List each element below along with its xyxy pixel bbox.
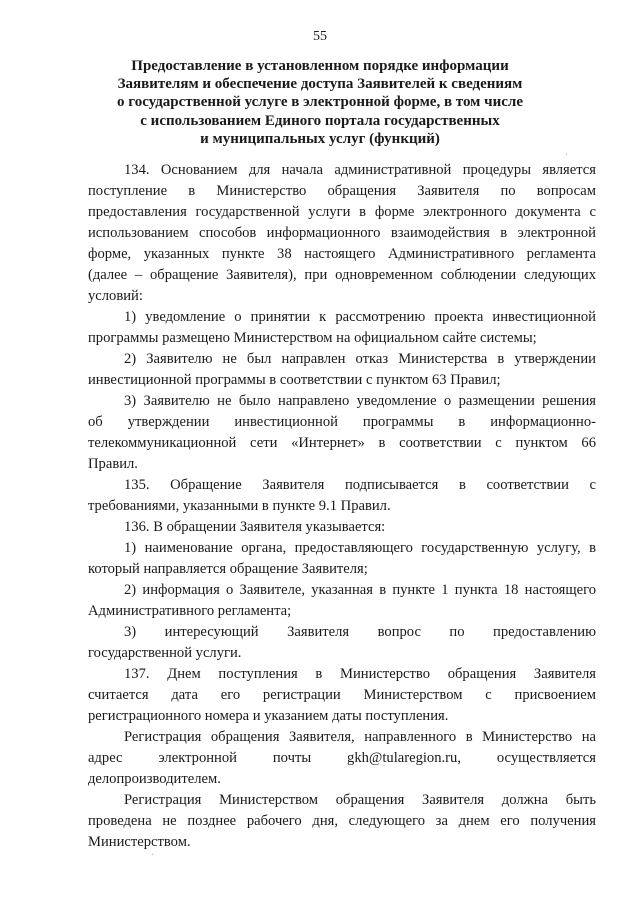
text-line: программы размещено Министерством на официальном сайте системы; [88, 330, 537, 346]
text-line: Регистрация Министерством обращения Заявителя должна быть [124, 792, 596, 808]
document-body [88, 160, 596, 853]
section-heading [80, 57, 560, 148]
text-line: использованием способов информационного взаимодействия в электронной [88, 225, 596, 241]
text-line: (далее – обращение Заявителя), при одновременном соблюдении следующих [88, 267, 596, 283]
text-line: который направляется обращение Заявителя; [88, 561, 368, 577]
text-line: телекоммуникационной сети «Интернет» в соответствии с пунктом 66 [88, 435, 596, 451]
text-line: 134. Основанием для начала административной процедуры является [124, 162, 596, 178]
text-line: считается дата его регистрации Министерством с присвоением [88, 687, 596, 703]
text-line: 3) интересующий Заявителя вопрос по предоставлению [124, 624, 596, 640]
text-line: условий: [88, 288, 143, 304]
scan-speck: ' [566, 152, 568, 161]
text-line: Регистрация обращения Заявителя, направленного в Министерство на [124, 729, 596, 745]
text-line: требованиями, указанными в пункте 9.1 Правил. [88, 498, 391, 514]
text-line: форме, указанных пункте 38 настоящего Административного регламента [88, 246, 596, 262]
text-line: 2) Заявителю не был направлен отказ Министерства в утверждении [124, 351, 596, 367]
text-line: адрес электронной почты gkh@tularegion.ru, осуществляется [88, 750, 596, 766]
text-line: Министерством. [88, 834, 191, 850]
text-line: 1) наименование органа, предоставляющего государственную услугу, в [124, 540, 596, 556]
heading-line: о государственной услуге в электронной форме, в том числе [117, 94, 523, 111]
heading-line: Заявителям и обеспечение доступа Заявителей к сведениям [117, 76, 523, 93]
text-line: 137. Днем поступления в Министерство обращения Заявителя [124, 666, 596, 682]
text-line: 1) уведомление о принятии к рассмотрению проекта инвестиционной [124, 309, 596, 325]
text-line: 2) информация о Заявителе, указанная в пункте 1 пункта 18 настоящего [124, 582, 596, 598]
heading-line: Предоставление в установленном порядке информации [131, 58, 509, 74]
heading-line: и муниципальных услуг (функций) [200, 130, 440, 147]
text-line: поступление в Министерство обращения Заявителя по вопросам [88, 183, 596, 199]
text-line: делопроизводителем. [88, 771, 221, 787]
text-line: Административного регламента; [88, 603, 292, 619]
text-line: об утверждении инвестиционной программы в информационно- [88, 414, 596, 430]
text-line: Правил. [88, 456, 138, 472]
text-line: предоставления государственной услуги в форме электронного документа с [88, 204, 596, 220]
heading-line: с использованием Единого портала государственных [140, 112, 500, 129]
text-line: 135. Обращение Заявителя подписывается в соответствии с [124, 477, 596, 493]
scan-speck: ' [152, 852, 154, 861]
text-line: регистрационного номера и указанием даты поступления. [88, 708, 449, 724]
text-line: 3) Заявителю не было направлено уведомление о размещении решения [124, 393, 596, 409]
text-line: 136. В обращении Заявителя указывается: [124, 519, 386, 535]
text-line: проведена не позднее рабочего дня, следующего за днем его получения [88, 813, 596, 829]
text-line: инвестиционной программы в соответствии с пунктом 63 Правил; [88, 372, 501, 388]
text-line: государственной услуги. [88, 645, 242, 661]
page-number: 55 [313, 29, 327, 44]
